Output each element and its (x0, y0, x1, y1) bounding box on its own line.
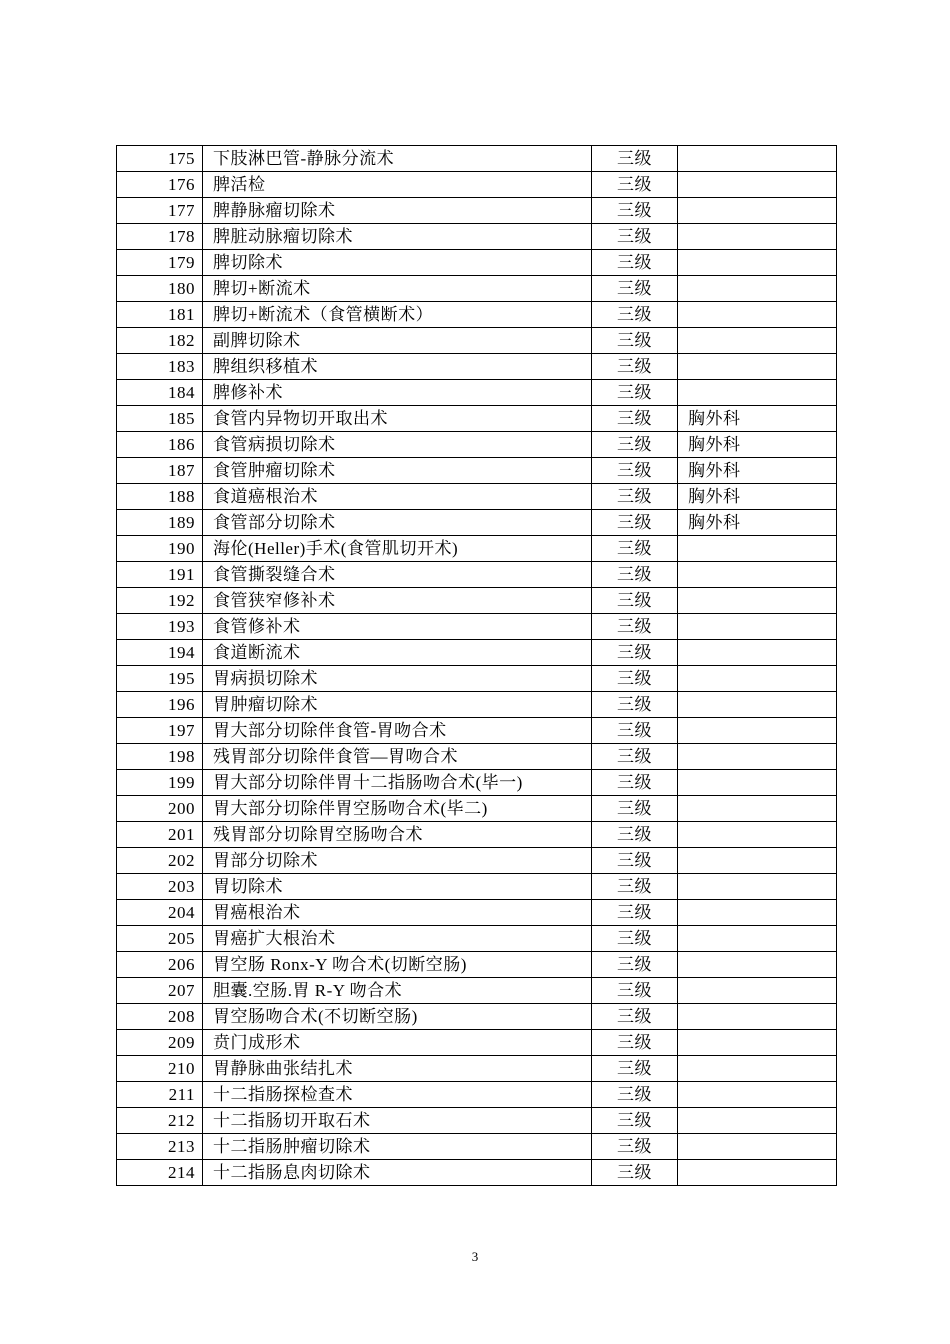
department-cell (678, 744, 837, 770)
procedure-level-cell: 三级 (592, 770, 678, 796)
procedure-level-cell: 三级 (592, 302, 678, 328)
table-row (117, 848, 837, 874)
row-number-cell: 211 (117, 1082, 203, 1108)
row-number-cell: 195 (117, 666, 203, 692)
procedure-level-cell: 三级 (592, 1004, 678, 1030)
table-row (117, 1056, 837, 1082)
row-number-cell: 190 (117, 536, 203, 562)
row-number-cell: 193 (117, 614, 203, 640)
department-cell (678, 770, 837, 796)
department-cell: 胸外科 (678, 510, 837, 536)
procedure-level-cell: 三级 (592, 328, 678, 354)
procedure-name-cell: 胃切除术 (203, 874, 592, 900)
procedure-name-cell: 胃部分切除术 (203, 848, 592, 874)
procedure-name-cell: 脾活检 (203, 172, 592, 198)
table-row (117, 614, 837, 640)
procedure-level-cell: 三级 (592, 692, 678, 718)
department-cell (678, 900, 837, 926)
procedure-name-cell: 胃空肠吻合术(不切断空肠) (203, 1004, 592, 1030)
department-cell (678, 614, 837, 640)
table-row (117, 146, 837, 172)
table-row (117, 562, 837, 588)
row-number-cell: 180 (117, 276, 203, 302)
procedure-name-cell: 胃空肠 Ronx-Y 吻合术(切断空肠) (203, 952, 592, 978)
procedure-name-cell: 十二指肠肿瘤切除术 (203, 1134, 592, 1160)
department-cell: 胸外科 (678, 406, 837, 432)
table-row (117, 224, 837, 250)
row-number-cell: 191 (117, 562, 203, 588)
procedure-name-cell: 食道断流术 (203, 640, 592, 666)
procedure-level-cell: 三级 (592, 172, 678, 198)
department-cell (678, 172, 837, 198)
procedure-name-cell: 食管内异物切开取出术 (203, 406, 592, 432)
procedure-level-cell: 三级 (592, 1134, 678, 1160)
row-number-cell: 188 (117, 484, 203, 510)
row-number-cell: 208 (117, 1004, 203, 1030)
row-number-cell: 185 (117, 406, 203, 432)
procedure-name-cell: 胃大部分切除伴胃空肠吻合术(毕二) (203, 796, 592, 822)
table-row (117, 1030, 837, 1056)
procedure-name-cell: 胃病损切除术 (203, 666, 592, 692)
table-row (117, 874, 837, 900)
department-cell: 胸外科 (678, 458, 837, 484)
procedure-name-cell: 脾静脉瘤切除术 (203, 198, 592, 224)
procedure-level-cell: 三级 (592, 640, 678, 666)
row-number-cell: 189 (117, 510, 203, 536)
row-number-cell: 204 (117, 900, 203, 926)
procedure-name-cell: 十二指肠切开取石术 (203, 1108, 592, 1134)
procedure-name-cell: 脾切+断流术 (203, 276, 592, 302)
department-cell (678, 718, 837, 744)
department-cell (678, 1160, 837, 1186)
table-row (117, 640, 837, 666)
procedure-name-cell: 胃肿瘤切除术 (203, 692, 592, 718)
table-row (117, 1082, 837, 1108)
procedure-level-cell: 三级 (592, 796, 678, 822)
table-row (117, 1134, 837, 1160)
procedure-name-cell: 贲门成形术 (203, 1030, 592, 1056)
table-row (117, 926, 837, 952)
row-number-cell: 201 (117, 822, 203, 848)
procedure-name-cell: 海伦(Heller)手术(食管肌切开术) (203, 536, 592, 562)
department-cell (678, 822, 837, 848)
procedure-name-cell: 残胃部分切除胃空肠吻合术 (203, 822, 592, 848)
procedure-level-cell: 三级 (592, 276, 678, 302)
table-row (117, 198, 837, 224)
row-number-cell: 186 (117, 432, 203, 458)
procedure-name-cell: 食管部分切除术 (203, 510, 592, 536)
table-row (117, 328, 837, 354)
table-row (117, 666, 837, 692)
table-row (117, 276, 837, 302)
procedure-name-cell: 下肢淋巴管-静脉分流术 (203, 146, 592, 172)
row-number-cell: 209 (117, 1030, 203, 1056)
table-row (117, 692, 837, 718)
procedure-level-cell: 三级 (592, 848, 678, 874)
table-row (117, 978, 837, 1004)
procedure-level-cell: 三级 (592, 1108, 678, 1134)
department-cell (678, 250, 837, 276)
table-row (117, 484, 837, 510)
table-row (117, 380, 837, 406)
department-cell (678, 328, 837, 354)
department-cell: 胸外科 (678, 432, 837, 458)
table-row (117, 744, 837, 770)
procedure-name-cell: 食管病损切除术 (203, 432, 592, 458)
row-number-cell: 176 (117, 172, 203, 198)
procedure-name-cell: 胃癌扩大根治术 (203, 926, 592, 952)
procedure-name-cell: 食管撕裂缝合术 (203, 562, 592, 588)
row-number-cell: 210 (117, 1056, 203, 1082)
row-number-cell: 198 (117, 744, 203, 770)
table-row (117, 302, 837, 328)
row-number-cell: 183 (117, 354, 203, 380)
procedure-level-cell: 三级 (592, 666, 678, 692)
row-number-cell: 182 (117, 328, 203, 354)
procedure-level-cell: 三级 (592, 822, 678, 848)
row-number-cell: 194 (117, 640, 203, 666)
procedure-name-cell: 胃大部分切除伴食管-胃吻合术 (203, 718, 592, 744)
procedure-name-cell: 食管修补术 (203, 614, 592, 640)
procedure-name-cell: 副脾切除术 (203, 328, 592, 354)
table-row (117, 900, 837, 926)
row-number-cell: 184 (117, 380, 203, 406)
row-number-cell: 192 (117, 588, 203, 614)
department-cell (678, 952, 837, 978)
row-number-cell: 175 (117, 146, 203, 172)
procedure-level-cell: 三级 (592, 510, 678, 536)
department-cell (678, 978, 837, 1004)
procedure-table (116, 145, 837, 1186)
procedure-level-cell: 三级 (592, 432, 678, 458)
department-cell (678, 848, 837, 874)
table-row (117, 432, 837, 458)
row-number-cell: 203 (117, 874, 203, 900)
department-cell (678, 224, 837, 250)
department-cell (678, 692, 837, 718)
procedure-level-cell: 三级 (592, 224, 678, 250)
table-row (117, 796, 837, 822)
table-row (117, 718, 837, 744)
department-cell (678, 640, 837, 666)
procedure-name-cell: 脾切+断流术（食管横断术） (203, 302, 592, 328)
table-row (117, 250, 837, 276)
department-cell (678, 1056, 837, 1082)
procedure-level-cell: 三级 (592, 562, 678, 588)
department-cell (678, 588, 837, 614)
row-number-cell: 196 (117, 692, 203, 718)
procedure-level-cell: 三级 (592, 146, 678, 172)
procedure-level-cell: 三级 (592, 952, 678, 978)
row-number-cell: 212 (117, 1108, 203, 1134)
department-cell (678, 1082, 837, 1108)
procedure-name-cell: 脾组织移植术 (203, 354, 592, 380)
procedure-level-cell: 三级 (592, 744, 678, 770)
table-row (117, 354, 837, 380)
table-row (117, 1160, 837, 1186)
procedure-name-cell: 食管肿瘤切除术 (203, 458, 592, 484)
table-row (117, 536, 837, 562)
procedure-name-cell: 食管狭窄修补术 (203, 588, 592, 614)
row-number-cell: 207 (117, 978, 203, 1004)
procedure-level-cell: 三级 (592, 978, 678, 1004)
procedure-name-cell: 脾修补术 (203, 380, 592, 406)
procedure-name-cell: 胃静脉曲张结扎术 (203, 1056, 592, 1082)
row-number-cell: 206 (117, 952, 203, 978)
procedure-name-cell: 胃大部分切除伴胃十二指肠吻合术(毕一) (203, 770, 592, 796)
row-number-cell: 213 (117, 1134, 203, 1160)
row-number-cell: 205 (117, 926, 203, 952)
row-number-cell: 197 (117, 718, 203, 744)
table-row (117, 588, 837, 614)
table-row (117, 510, 837, 536)
table-row (117, 172, 837, 198)
table-row (117, 458, 837, 484)
procedure-level-cell: 三级 (592, 458, 678, 484)
procedure-name-cell: 十二指肠息肉切除术 (203, 1160, 592, 1186)
department-cell (678, 666, 837, 692)
procedure-level-cell: 三级 (592, 198, 678, 224)
department-cell (678, 1134, 837, 1160)
row-number-cell: 200 (117, 796, 203, 822)
procedure-name-cell: 残胃部分切除伴食管—胃吻合术 (203, 744, 592, 770)
department-cell (678, 198, 837, 224)
procedure-level-cell: 三级 (592, 614, 678, 640)
procedure-name-cell: 胃癌根治术 (203, 900, 592, 926)
table-row (117, 770, 837, 796)
procedure-level-cell: 三级 (592, 874, 678, 900)
table-row (117, 1108, 837, 1134)
procedure-level-cell: 三级 (592, 1056, 678, 1082)
table-row (117, 822, 837, 848)
procedure-level-cell: 三级 (592, 484, 678, 510)
procedure-level-cell: 三级 (592, 536, 678, 562)
table-row (117, 1004, 837, 1030)
table-row (117, 952, 837, 978)
row-number-cell: 179 (117, 250, 203, 276)
procedure-level-cell: 三级 (592, 380, 678, 406)
procedure-level-cell: 三级 (592, 926, 678, 952)
department-cell (678, 926, 837, 952)
row-number-cell: 178 (117, 224, 203, 250)
department-cell (678, 380, 837, 406)
department-cell (678, 562, 837, 588)
procedure-level-cell: 三级 (592, 900, 678, 926)
department-cell (678, 1004, 837, 1030)
page-number: 3 (471, 1249, 479, 1264)
row-number-cell: 199 (117, 770, 203, 796)
department-cell (678, 796, 837, 822)
procedure-table-body (117, 146, 837, 1186)
row-number-cell: 181 (117, 302, 203, 328)
procedure-level-cell: 三级 (592, 250, 678, 276)
row-number-cell: 187 (117, 458, 203, 484)
department-cell (678, 146, 837, 172)
department-cell (678, 1108, 837, 1134)
department-cell (678, 1030, 837, 1056)
row-number-cell: 177 (117, 198, 203, 224)
procedure-name-cell: 脾切除术 (203, 250, 592, 276)
procedure-name-cell: 食道癌根治术 (203, 484, 592, 510)
department-cell (678, 354, 837, 380)
department-cell (678, 536, 837, 562)
procedure-level-cell: 三级 (592, 588, 678, 614)
department-cell: 胸外科 (678, 484, 837, 510)
procedure-level-cell: 三级 (592, 354, 678, 380)
procedure-level-cell: 三级 (592, 1030, 678, 1056)
procedure-name-cell: 胆囊.空肠.胃 R-Y 吻合术 (203, 978, 592, 1004)
row-number-cell: 202 (117, 848, 203, 874)
table-row (117, 406, 837, 432)
row-number-cell: 214 (117, 1160, 203, 1186)
department-cell (678, 276, 837, 302)
department-cell (678, 302, 837, 328)
procedure-level-cell: 三级 (592, 1160, 678, 1186)
department-cell (678, 874, 837, 900)
procedure-name-cell: 脾脏动脉瘤切除术 (203, 224, 592, 250)
procedure-level-cell: 三级 (592, 718, 678, 744)
procedure-level-cell: 三级 (592, 406, 678, 432)
procedure-level-cell: 三级 (592, 1082, 678, 1108)
procedure-name-cell: 十二指肠探检查术 (203, 1082, 592, 1108)
